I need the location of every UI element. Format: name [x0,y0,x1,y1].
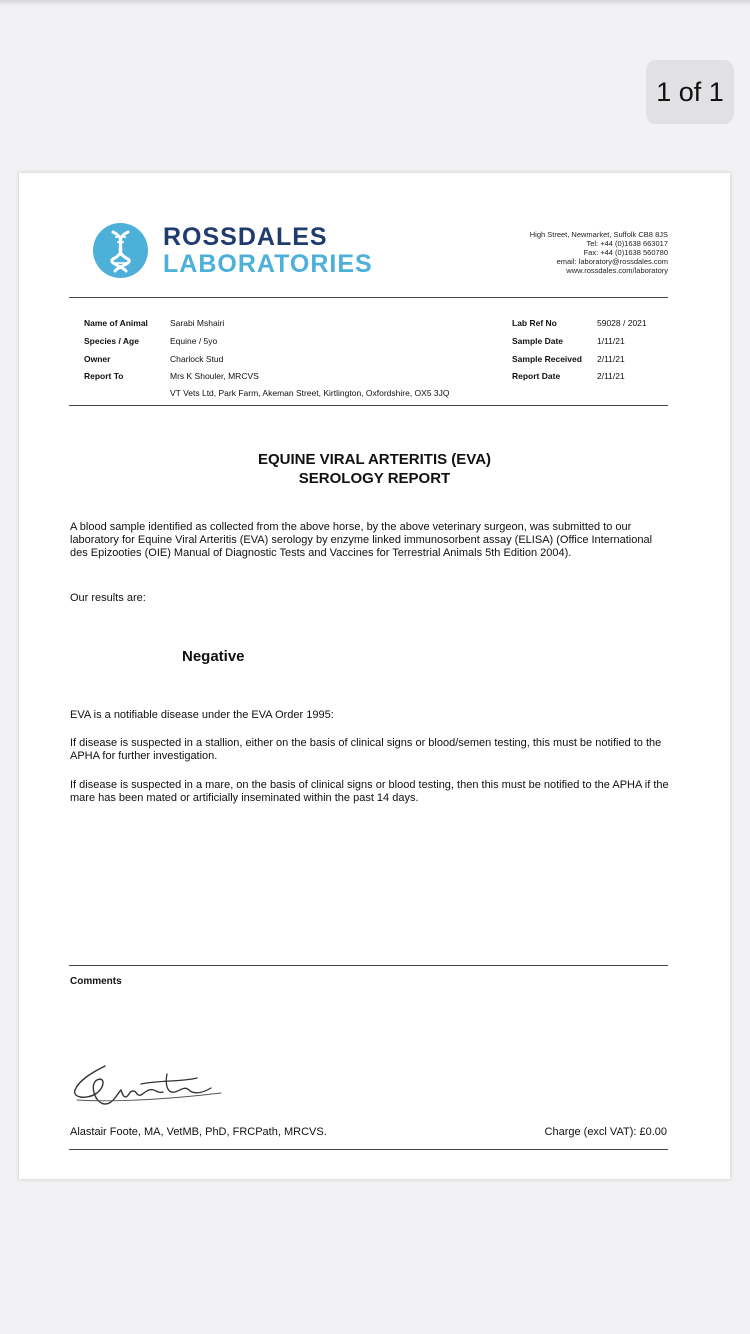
report-date-value: 2/11/21 [597,371,625,381]
species-age-value: Equine / 5yo [170,336,218,346]
lab-fax: Fax: +44 (0)1638 560780 [583,248,668,257]
name-of-animal-value: Sarabi Mshairi [170,318,225,328]
name-of-animal-label: Name of Animal [84,318,148,328]
report-date-label: Report Date [512,371,561,381]
signatory-name: Alastair Foote, MA, VetMB, PhD, FRCPath, MRCVS. [70,1126,327,1138]
lab-ref-label: Lab Ref No [512,318,557,328]
test-result: Negative [182,648,245,665]
sample-received-value: 2/11/21 [597,354,625,364]
details-divider [69,405,668,406]
sample-received-label: Sample Received [512,354,582,364]
report-title-line2: SEROLOGY REPORT [298,470,451,487]
lab-name-line1: ROSSDALES [163,223,328,251]
lab-ref-value: 59028 / 2021 [597,318,647,328]
comments-label: Comments [70,976,122,987]
lab-email[interactable]: email: laboratory@rossdales.com [556,257,668,266]
sample-date-value: 1/11/21 [597,336,625,346]
lab-name-line2: LABORATORIES [163,250,373,278]
report-title-line1: EQUINE VIRAL ARTERITIS (EVA) [257,451,492,468]
results-intro: Our results are: [70,592,146,604]
stallion-note: If disease is suspected in a stallion, either on the basis of clinical signs or blood/semen testing, this must be notified to the APHA for further investigation. [70,737,662,762]
handwritten-signature [71,1060,231,1116]
species-age-label: Species / Age [84,336,139,346]
lab-tel: Tel: +44 (0)1638 663017 [586,239,668,248]
intro-paragraph: A blood sample identified as collected from the above horse, by the above veterinary surgeon, was submitted to our laboratory for Equine Viral Arteritis (EVA) serology by enzyme linked immunosorbent assay (ELISA) (Office International des Epizooties (OIE) Manual of Diagnostic Tests and Vaccines for Terrestrial Animals 5th Edition 2004). [70,521,653,559]
report-to-label: Report To [84,371,124,381]
report-to-value: Mrs K Shouler, MRCVS [170,371,259,381]
header-divider [69,297,668,298]
mare-note: If disease is suspected in a mare, on the basis of clinical signs or blood testing, then this must be notified to the APHA if the mare has been mated or artificially inseminated within the past 14 days. [70,779,669,804]
lab-contact-block [530,230,668,275]
lab-address: High Street, Newmarket, Suffolk CB8 8JS [529,230,668,239]
sample-date-label: Sample Date [512,336,564,346]
owner-value: Charlock Stud [170,354,224,364]
comments-divider [69,965,668,966]
top-bar-shadow [0,0,750,6]
charge-amount: Charge (excl VAT): £0.00 [544,1126,667,1138]
lab-website[interactable]: www.rossdales.com/laboratory [566,266,668,275]
owner-label: Owner [84,354,111,364]
page-counter-badge: 1 of 1 [646,60,734,124]
notifiable-notice: EVA is a notifiable disease under the EVA Order 1995: [70,709,334,721]
report-to-address: VT Vets Ltd, Park Farm, Akeman Street, Kirtlington, Oxfordshire, OX5 3JQ [170,388,450,398]
dna-logo-icon [93,223,148,278]
document-page[interactable] [19,173,730,1179]
footer-divider [69,1149,668,1150]
